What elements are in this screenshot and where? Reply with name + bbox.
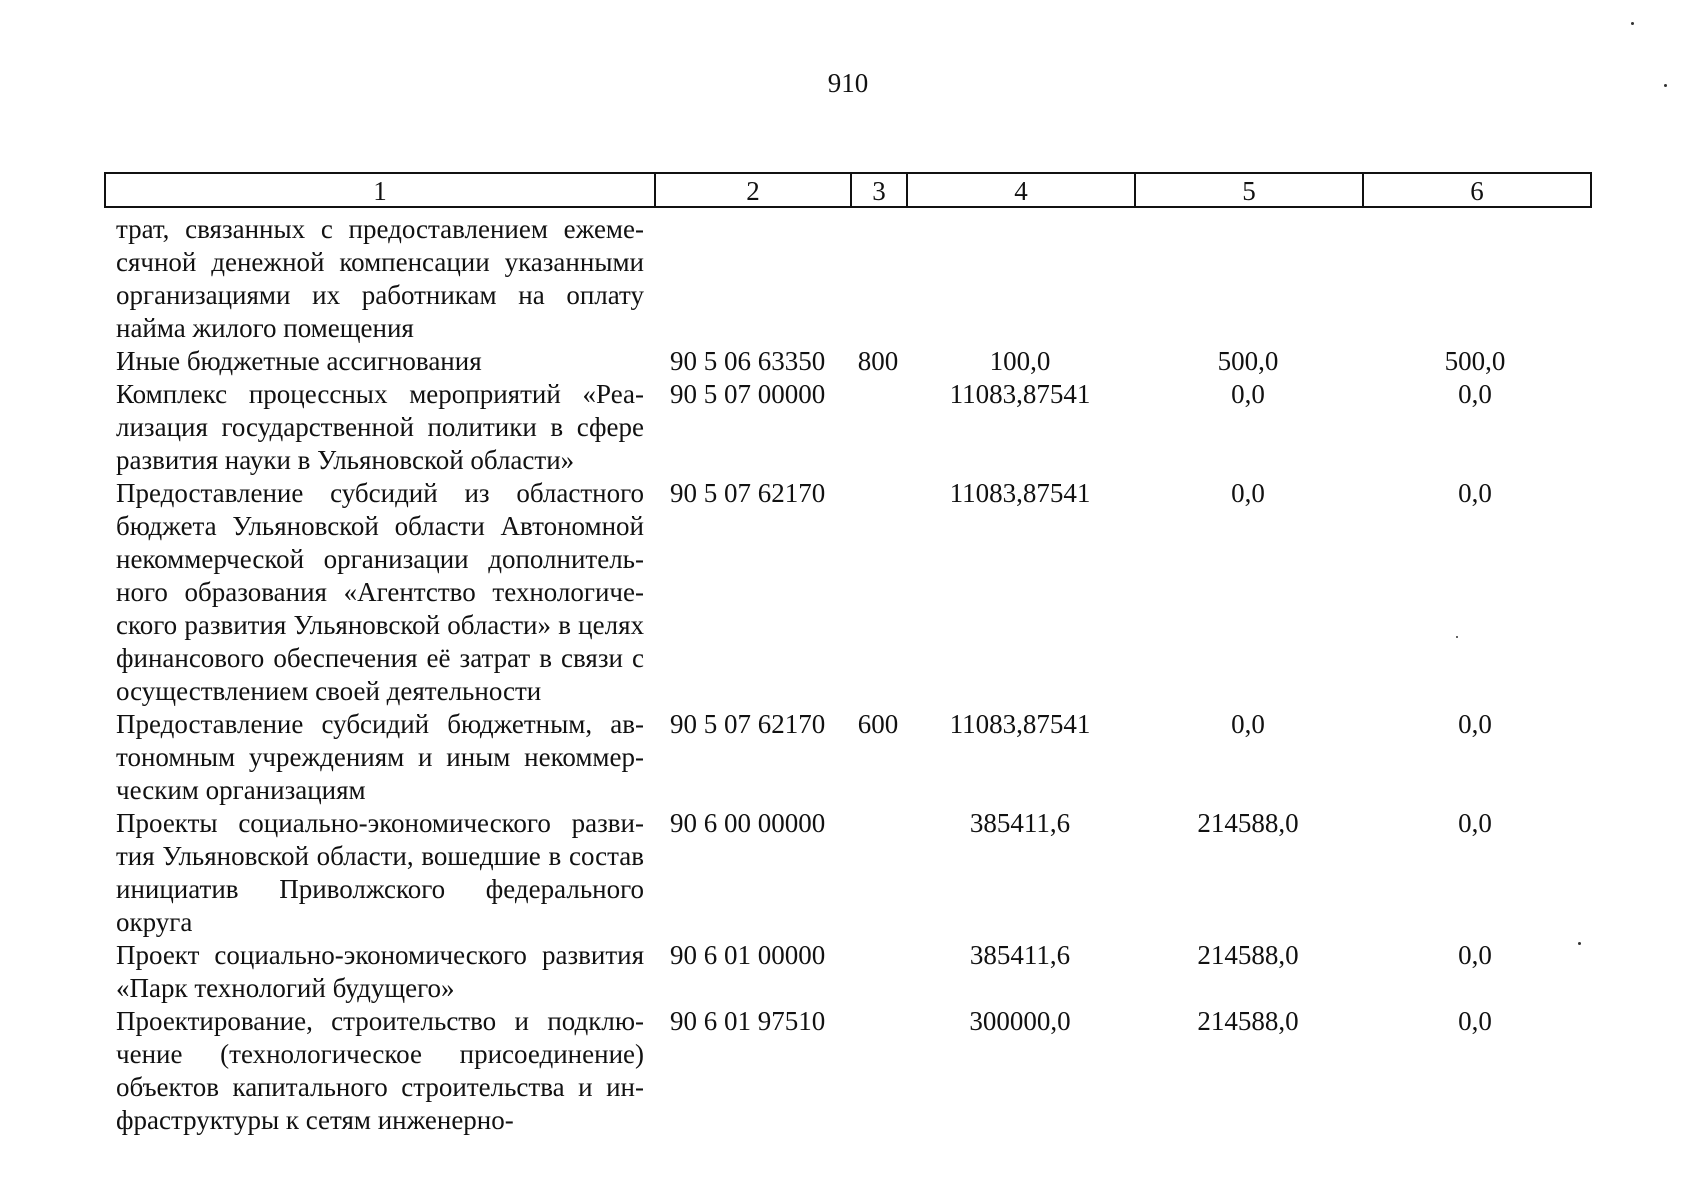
- row-value-col6: 500,0: [1444, 346, 1506, 376]
- table-row: [104, 378, 1592, 477]
- row-value-col5: 0,0: [1231, 379, 1265, 409]
- row-value-col6: 0,0: [1458, 379, 1492, 409]
- table-row: [104, 477, 1592, 708]
- header-col-3: 3: [852, 174, 908, 208]
- row-code: 90 6 00 00000: [670, 808, 826, 838]
- row-code: 90 5 06 63350: [670, 346, 826, 376]
- scan-speck: [1631, 22, 1634, 25]
- table-body: [104, 213, 1592, 1137]
- row-code: 90 6 01 97510: [670, 1006, 826, 1036]
- table-row: [104, 345, 1592, 378]
- header-col-1: 1: [106, 174, 656, 208]
- row-value-col5: 214588,0: [1197, 808, 1299, 838]
- row-description: трат, связанных с предоставлением ежемесячной денежной компенсации указанными организациями их работникам на оплату найма жилого помещения: [116, 214, 644, 343]
- row-description: Проекты социально-экономического развития Ульяновской области, вошедшие в состав инициатив Приволжского федерального округа: [116, 808, 644, 937]
- row-description: Предоставление субсидий из областного бюджета Ульяновской области Автономной некоммерческой организации дополнительного образования «Агентство технологического развития Ульяновской области» в целях финансового обеспечения её затрат в связи с осуществлением своей деятельности: [116, 478, 644, 706]
- row-type: 800: [857, 346, 899, 376]
- row-code: 90 5 07 00000: [670, 379, 826, 409]
- table-row: [104, 807, 1592, 939]
- row-code: 90 5 07 62170: [670, 478, 826, 508]
- row-value-col4: 11083,87541: [949, 709, 1091, 739]
- table-row: [104, 1005, 1592, 1137]
- row-description: Проект социально-экономического развития «Парк технологий будущего»: [116, 940, 644, 1003]
- page-number: 910: [827, 68, 869, 98]
- row-value-col6: 0,0: [1458, 478, 1492, 508]
- row-code: 90 6 01 00000: [670, 940, 826, 970]
- row-code: 90 5 07 62170: [670, 709, 826, 739]
- table-row: [104, 213, 1592, 345]
- row-value-col4: 385411,6: [969, 940, 1071, 970]
- row-value-col5: 500,0: [1217, 346, 1279, 376]
- row-value-col4: 300000,0: [969, 1006, 1071, 1036]
- row-value-col6: 0,0: [1458, 940, 1492, 970]
- row-description: Предоставление субсидий бюджетным, автономным учреждениям и иным некоммерческим организациям: [116, 709, 644, 805]
- table-row: [104, 708, 1592, 807]
- row-value-col4: 11083,87541: [949, 379, 1091, 409]
- row-value-col5: 214588,0: [1197, 940, 1299, 970]
- table-header: [104, 172, 1592, 208]
- row-description: Иные бюджетные ассигнования: [116, 346, 482, 376]
- row-description: Проектирование, строительство и подключение (технологическое присоединение) объектов капитального строительства и инфраструктуры к сетям инженерно-: [116, 1006, 644, 1135]
- row-value-col6: 0,0: [1458, 1006, 1492, 1036]
- row-value-col4: 100,0: [989, 346, 1051, 376]
- row-type: 600: [857, 709, 899, 739]
- row-value-col5: 0,0: [1231, 709, 1265, 739]
- header-col-4: 4: [908, 174, 1136, 208]
- row-value-col4: 385411,6: [969, 808, 1071, 838]
- table-row: [104, 939, 1592, 1005]
- header-col-2: 2: [656, 174, 852, 208]
- row-value-col5: 214588,0: [1197, 1006, 1299, 1036]
- header-col-6: 6: [1470, 176, 1484, 206]
- row-description: Комплекс процессных мероприятий «Реализация государственной политики в сфере развития науки в Ульяновской области»: [116, 379, 644, 475]
- header-col-5: 5: [1136, 174, 1364, 208]
- row-value-col6: 0,0: [1458, 709, 1492, 739]
- row-value-col5: 0,0: [1231, 478, 1265, 508]
- row-value-col6: 0,0: [1458, 808, 1492, 838]
- row-value-col4: 11083,87541: [949, 478, 1091, 508]
